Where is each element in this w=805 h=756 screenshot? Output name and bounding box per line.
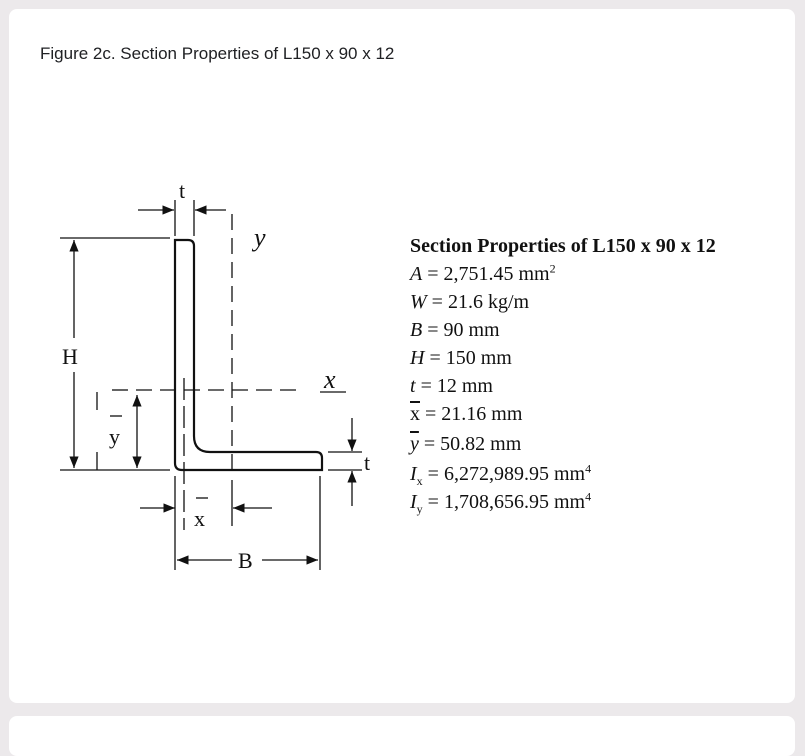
prop-iy-value: 1,708,656.95 mm	[443, 491, 586, 513]
prop-ybar-symbol: $\overline{y}$	[410, 433, 419, 455]
prop-thickness-value: 12 mm	[436, 375, 493, 397]
prop-xbar-value: 21.16 mm	[441, 403, 523, 425]
prop-iy-sup: 4	[585, 489, 592, 504]
prop-thickness-symbol: t	[410, 375, 416, 397]
xbar-label: x	[194, 506, 205, 531]
prop-xbar-symbol: $\overline{x}$	[410, 403, 420, 425]
section-properties	[410, 232, 716, 516]
figure-title: Figure 2c. Section Properties of L150 x 90 x 12	[40, 44, 395, 63]
prop-iy: $I_y = 1,708,656.95$ $mm^4$	[410, 489, 592, 516]
prop-iy-sub: y	[416, 502, 423, 516]
prop-ix-value: 6,272,989.95 mm	[443, 463, 586, 485]
prop-area-sup: 2	[549, 261, 556, 276]
prop-ybar-value: 50.82 mm	[440, 433, 522, 455]
prop-area: A = 2,751.45 $mm^2$	[410, 261, 556, 285]
prop-ix-sup: 4	[585, 461, 592, 476]
ybar-label: y	[109, 424, 120, 449]
prop-width-value: 90 mm	[443, 319, 500, 341]
prop-area-symbol: A	[410, 263, 423, 285]
prop-ix-symbol: I	[410, 463, 417, 485]
prop-area-value: 2,751.45 mm	[443, 263, 550, 285]
prop-iy-symbol: I	[410, 491, 417, 513]
prop-weight-value: 21.6 kg/m	[447, 291, 530, 313]
prop-height-symbol: H	[410, 347, 425, 369]
prop-weight-symbol: W	[410, 291, 427, 313]
t-top-label: t	[179, 178, 186, 203]
prop-ix-sub: x	[416, 474, 423, 488]
t-right-label: t	[364, 450, 371, 475]
prop-ix: $I_x = 6,272,989.95$ $mm^4$	[410, 461, 592, 488]
prop-width: B = 90 mm	[410, 319, 500, 341]
properties-heading: Section Properties of L150 x 90 x 12	[410, 235, 716, 257]
prop-thickness: t = 12 mm	[410, 375, 493, 397]
prop-height-value: 150 mm	[445, 347, 512, 369]
y-axis-label: y	[254, 223, 266, 252]
b-label: B	[238, 548, 253, 573]
angle-section-outline	[175, 240, 322, 470]
prop-width-symbol: B	[410, 319, 423, 341]
prop-ybar: $\overline{y} = 50.82$ mm	[410, 433, 522, 455]
prop-height: H = 150 mm	[410, 347, 512, 369]
x-axis-label: x	[324, 365, 336, 394]
prop-xbar: $\overline{x} = 21.16$ mm	[410, 403, 523, 425]
h-label: H	[62, 344, 78, 369]
prop-weight: W = 21.6 kg/m	[410, 291, 530, 313]
